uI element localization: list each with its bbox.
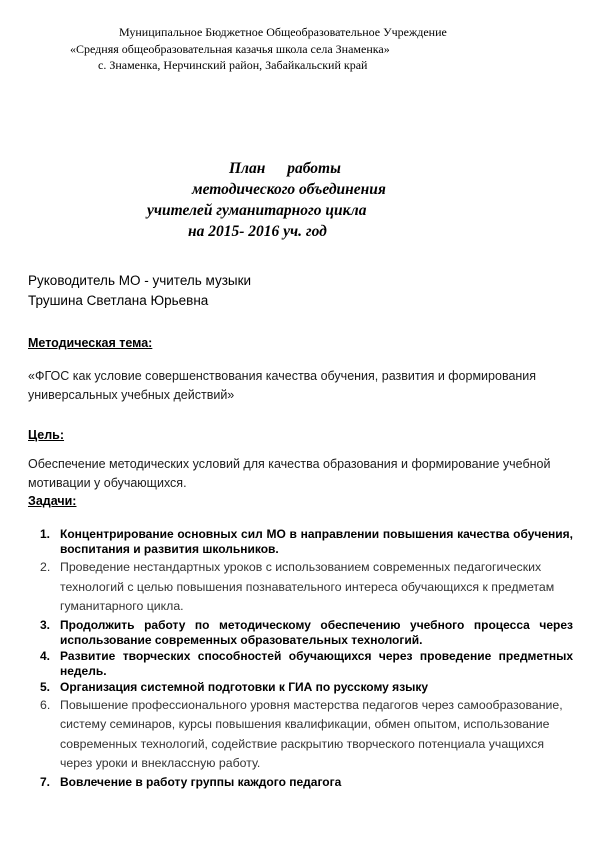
list-item xyxy=(28,696,573,774)
list-item xyxy=(28,558,573,617)
list-item-text: Продолжить работу по методическому обеспечению учебного процесса через использование современных образовательных технологий. xyxy=(60,617,573,647)
list-item-number: 1. xyxy=(40,527,51,541)
leader-role: Руководитель МО - учитель музыки xyxy=(28,273,252,288)
list-item-number: 5. xyxy=(40,679,51,694)
title-line-1: План работы xyxy=(229,160,341,177)
list-item-text: Вовлечение в работу группы каждого педагога xyxy=(60,774,342,789)
list-item-number: 2. xyxy=(40,560,51,574)
list-item-number: 3. xyxy=(40,617,51,632)
leader-block xyxy=(28,271,251,311)
list-item-text: Концентрирование основных сил МО в направлении повышения качества обучения, воспитания и развития школьников. xyxy=(60,527,573,556)
header-line-1: Муниципальное Бюджетное Общеобразовательное Учреждение xyxy=(119,25,447,39)
title-line-2: методического объединения xyxy=(192,181,386,198)
header-line-3: с. Знаменка, Нерчинский район, Забайкальский край xyxy=(98,58,368,72)
list-item xyxy=(28,527,573,557)
list-item xyxy=(28,618,573,648)
title-line-4: на 2015- 2016 уч. год xyxy=(188,223,327,240)
school-header xyxy=(0,24,595,74)
leader-name: Трушина Светлана Юрьевна xyxy=(28,293,209,308)
header-line-2: «Средняя общеобразовательная казачья школа села Знаменка» xyxy=(70,41,390,56)
tasks-heading: Задачи: xyxy=(28,494,77,508)
list-item xyxy=(28,775,573,790)
goal-text: Обеспечение методических условий для качества образования и формирование учебной мотивации у обучающихся. xyxy=(28,457,551,490)
list-item-number: 4. xyxy=(40,648,51,663)
list-item-text: Организация системной подготовки к ГИА по русскому языку xyxy=(60,679,429,694)
list-item-number: 6. xyxy=(40,697,51,712)
list-item xyxy=(28,649,573,679)
list-item-text: Развитие творческих способностей обучающихся через проведение предметных недель. xyxy=(60,648,573,678)
theme-text: «ФГОС как условие совершенствования качества обучения, развития и формирования универсальных учебных действий» xyxy=(28,369,537,402)
list-item-number: 7. xyxy=(40,774,51,789)
list-item-text: Проведение нестандартных уроков с использованием современных педагогических технологий с целью повышения познавательного интереса обучающихся к предметам гуманитарного цикла. xyxy=(60,560,555,613)
goal-heading: Цель: xyxy=(28,428,65,442)
title-line-3: учителей гуманитарного цикла xyxy=(147,202,367,219)
tasks-list xyxy=(28,527,573,791)
list-item-text: Повышение профессионального уровня мастерства педагогов через самообразование, систему семинаров, курсы повышения квалификации, обмен опытом, использование современных технологий, содействие раскрытию творческого потенциала учащихся через уроки и внеклассную работу. xyxy=(60,697,563,770)
list-item xyxy=(28,680,573,695)
theme-heading: Методическая тема: xyxy=(28,336,153,350)
document-title xyxy=(0,158,595,242)
